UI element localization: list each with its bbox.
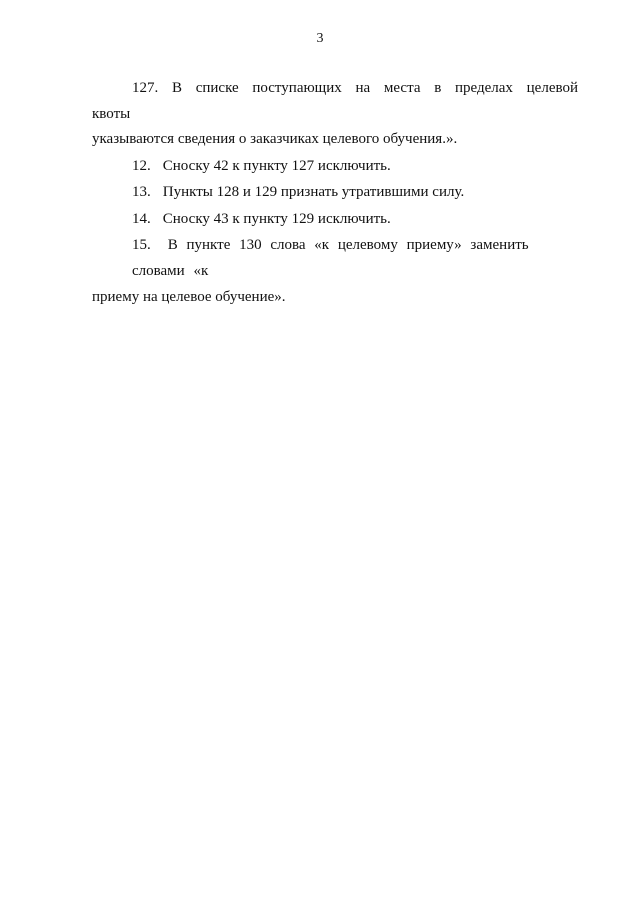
list-item-15-line-2 (92, 285, 578, 311)
paragraph-127-text-1: 127. В списке поступающих на места в пределах целевой квоты (92, 80, 578, 122)
paragraph-127-text-2: указываются сведения о заказчиках целевого обучения.». (92, 131, 458, 147)
document-body (92, 76, 578, 311)
list-item-14-text: Сноску 43 к пункту 129 исключить. (162, 210, 391, 227)
paragraph-127-line-1 (92, 76, 578, 127)
list-item-12 (92, 154, 578, 180)
list-item-15-line-1 (92, 233, 578, 284)
list-item-14 (92, 207, 578, 233)
list-item-15-text-2: приему на целевое обучение». (92, 289, 286, 305)
list-item-12-text: Сноску 42 к пункту 127 исключить. (162, 157, 391, 174)
list-item-13 (92, 180, 578, 206)
list-item-15-number: 15. (132, 237, 151, 253)
list-item-15-text-1: В пункте 130 слова «к целевому приему» заменить словами «к (132, 237, 529, 279)
paragraph-127-line-2 (92, 127, 578, 153)
page-number: 3 (316, 31, 324, 46)
list-item-13-text: Пункты 128 и 129 признать утратившими силу. (162, 184, 465, 200)
list-item-12-number: 12. (132, 157, 151, 174)
list-item-14-number: 14. (132, 210, 151, 227)
list-item-13-number: 13. (132, 184, 151, 200)
